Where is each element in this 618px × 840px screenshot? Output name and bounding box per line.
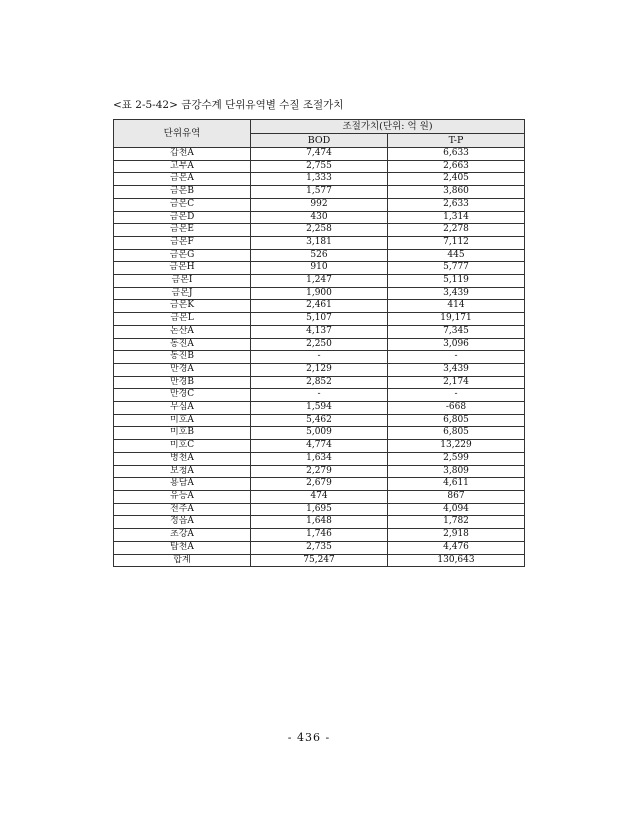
area-cell: 금본B [114, 186, 251, 199]
table-row [114, 198, 525, 211]
table-row [114, 224, 525, 237]
area-cell: 만경C [114, 389, 251, 402]
header-tp: T-P [388, 134, 525, 148]
table-row [114, 427, 525, 440]
area-cell: 만경B [114, 376, 251, 389]
tp-cell: 3,439 [388, 287, 525, 300]
table-row [114, 325, 525, 338]
tp-cell: 4,094 [388, 503, 525, 516]
bod-cell: 5,107 [251, 313, 388, 326]
bod-cell: 2,679 [251, 478, 388, 491]
area-cell: 만경A [114, 363, 251, 376]
tp-cell: 4,611 [388, 478, 525, 491]
header-bod: BOD [251, 134, 388, 148]
table-row [114, 236, 525, 249]
tp-cell: 1,314 [388, 211, 525, 224]
area-cell: 미호C [114, 440, 251, 453]
area-cell: 병천A [114, 452, 251, 465]
table-row [114, 211, 525, 224]
area-cell: 금본I [114, 275, 251, 288]
table-row [114, 363, 525, 376]
header-unit-watershed: 단위유역 [114, 120, 251, 148]
bod-cell: 2,129 [251, 363, 388, 376]
table-row [114, 490, 525, 503]
table-row [114, 376, 525, 389]
table-row [114, 300, 525, 313]
table-row [114, 402, 525, 415]
area-cell: 동진B [114, 351, 251, 364]
table-row [114, 173, 525, 186]
bod-cell: 2,461 [251, 300, 388, 313]
table-row [114, 160, 525, 173]
tp-cell: - [388, 351, 525, 364]
table-row [114, 313, 525, 326]
bod-cell: 5,009 [251, 427, 388, 440]
table-row [114, 516, 525, 529]
bod-cell: 5,462 [251, 414, 388, 427]
bod-cell: 526 [251, 249, 388, 262]
bod-cell: - [251, 351, 388, 364]
tp-cell: 414 [388, 300, 525, 313]
tp-cell: -668 [388, 402, 525, 415]
area-cell: 금본A [114, 173, 251, 186]
table-row [114, 389, 525, 402]
tp-cell: 1,782 [388, 516, 525, 529]
tp-cell: 6,805 [388, 427, 525, 440]
header-regulation-value: 조절가치(단위: 억 원) [251, 120, 525, 134]
area-cell: 논산A [114, 325, 251, 338]
bod-cell: 1,746 [251, 529, 388, 542]
table-row [114, 440, 525, 453]
area-cell: 금본F [114, 236, 251, 249]
area-cell: 무심A [114, 402, 251, 415]
bod-cell: 2,258 [251, 224, 388, 237]
bod-cell: 3,181 [251, 236, 388, 249]
bod-cell: 75,247 [251, 554, 388, 567]
bod-cell: 474 [251, 490, 388, 503]
tp-cell: 2,174 [388, 376, 525, 389]
tp-cell: 867 [388, 490, 525, 503]
area-cell: 동진A [114, 338, 251, 351]
tp-cell: - [388, 389, 525, 402]
tp-cell: 2,633 [388, 198, 525, 211]
tp-cell: 3,809 [388, 465, 525, 478]
bod-cell: 4,137 [251, 325, 388, 338]
area-cell: 용담A [114, 478, 251, 491]
area-cell: 초강A [114, 529, 251, 542]
table-row [114, 478, 525, 491]
tp-cell: 3,096 [388, 338, 525, 351]
area-cell: 금본H [114, 262, 251, 275]
tp-cell: 2,405 [388, 173, 525, 186]
table-caption: <표 2-5-42> 금강수계 단위유역별 수질 조절가치 [113, 99, 344, 111]
bod-cell: 1,695 [251, 503, 388, 516]
table-row [114, 529, 525, 542]
tp-cell: 445 [388, 249, 525, 262]
tp-cell: 2,918 [388, 529, 525, 542]
tp-cell: 13,229 [388, 440, 525, 453]
tp-cell: 7,345 [388, 325, 525, 338]
table-row [114, 148, 525, 161]
area-cell: 탑천A [114, 541, 251, 554]
tp-cell: 130,643 [388, 554, 525, 567]
table-row [114, 249, 525, 262]
bod-cell: 2,852 [251, 376, 388, 389]
bod-cell: 4,774 [251, 440, 388, 453]
tp-cell: 3,860 [388, 186, 525, 199]
total-row [114, 554, 525, 567]
page-number: - 436 - [287, 731, 331, 744]
table-row [114, 452, 525, 465]
tp-cell: 6,633 [388, 148, 525, 161]
area-cell: 금본J [114, 287, 251, 300]
bod-cell: 1,333 [251, 173, 388, 186]
bod-cell: 1,577 [251, 186, 388, 199]
area-cell: 합계 [114, 554, 251, 567]
tp-cell: 19,171 [388, 313, 525, 326]
table-row [114, 414, 525, 427]
area-cell: 유등A [114, 490, 251, 503]
area-cell: 금본E [114, 224, 251, 237]
bod-cell: 2,279 [251, 465, 388, 478]
tp-cell: 2,278 [388, 224, 525, 237]
tp-cell: 6,805 [388, 414, 525, 427]
area-cell: 전주A [114, 503, 251, 516]
bod-cell: 2,755 [251, 160, 388, 173]
table-row [114, 287, 525, 300]
bod-cell: 2,735 [251, 541, 388, 554]
bod-cell: 430 [251, 211, 388, 224]
area-cell: 미호A [114, 414, 251, 427]
area-cell: 금본L [114, 313, 251, 326]
area-cell: 갑천A [114, 148, 251, 161]
bod-cell: 1,247 [251, 275, 388, 288]
table-row [114, 338, 525, 351]
bod-cell: 7,474 [251, 148, 388, 161]
bod-cell: 1,594 [251, 402, 388, 415]
bod-cell: - [251, 389, 388, 402]
table-row [114, 541, 525, 554]
table-row [114, 503, 525, 516]
table-row [114, 186, 525, 199]
area-cell: 미호B [114, 427, 251, 440]
area-cell: 금본G [114, 249, 251, 262]
bod-cell: 1,634 [251, 452, 388, 465]
tp-cell: 7,112 [388, 236, 525, 249]
area-cell: 고부A [114, 160, 251, 173]
area-cell: 금본C [114, 198, 251, 211]
bod-cell: 1,900 [251, 287, 388, 300]
table-header [114, 120, 525, 148]
tp-cell: 2,663 [388, 160, 525, 173]
area-cell: 정읍A [114, 516, 251, 529]
table-row [114, 275, 525, 288]
table-row [114, 262, 525, 275]
bod-cell: 1,648 [251, 516, 388, 529]
water-quality-value-table [113, 119, 525, 567]
bod-cell: 2,250 [251, 338, 388, 351]
table-row [114, 351, 525, 364]
tp-cell: 2,599 [388, 452, 525, 465]
tp-cell: 4,476 [388, 541, 525, 554]
header-row-1 [114, 120, 525, 134]
tp-cell: 3,439 [388, 363, 525, 376]
tp-cell: 5,119 [388, 275, 525, 288]
table-body [114, 148, 525, 567]
area-cell: 보청A [114, 465, 251, 478]
table-row [114, 465, 525, 478]
tp-cell: 5,777 [388, 262, 525, 275]
area-cell: 금본K [114, 300, 251, 313]
bod-cell: 992 [251, 198, 388, 211]
area-cell: 금본D [114, 211, 251, 224]
bod-cell: 910 [251, 262, 388, 275]
